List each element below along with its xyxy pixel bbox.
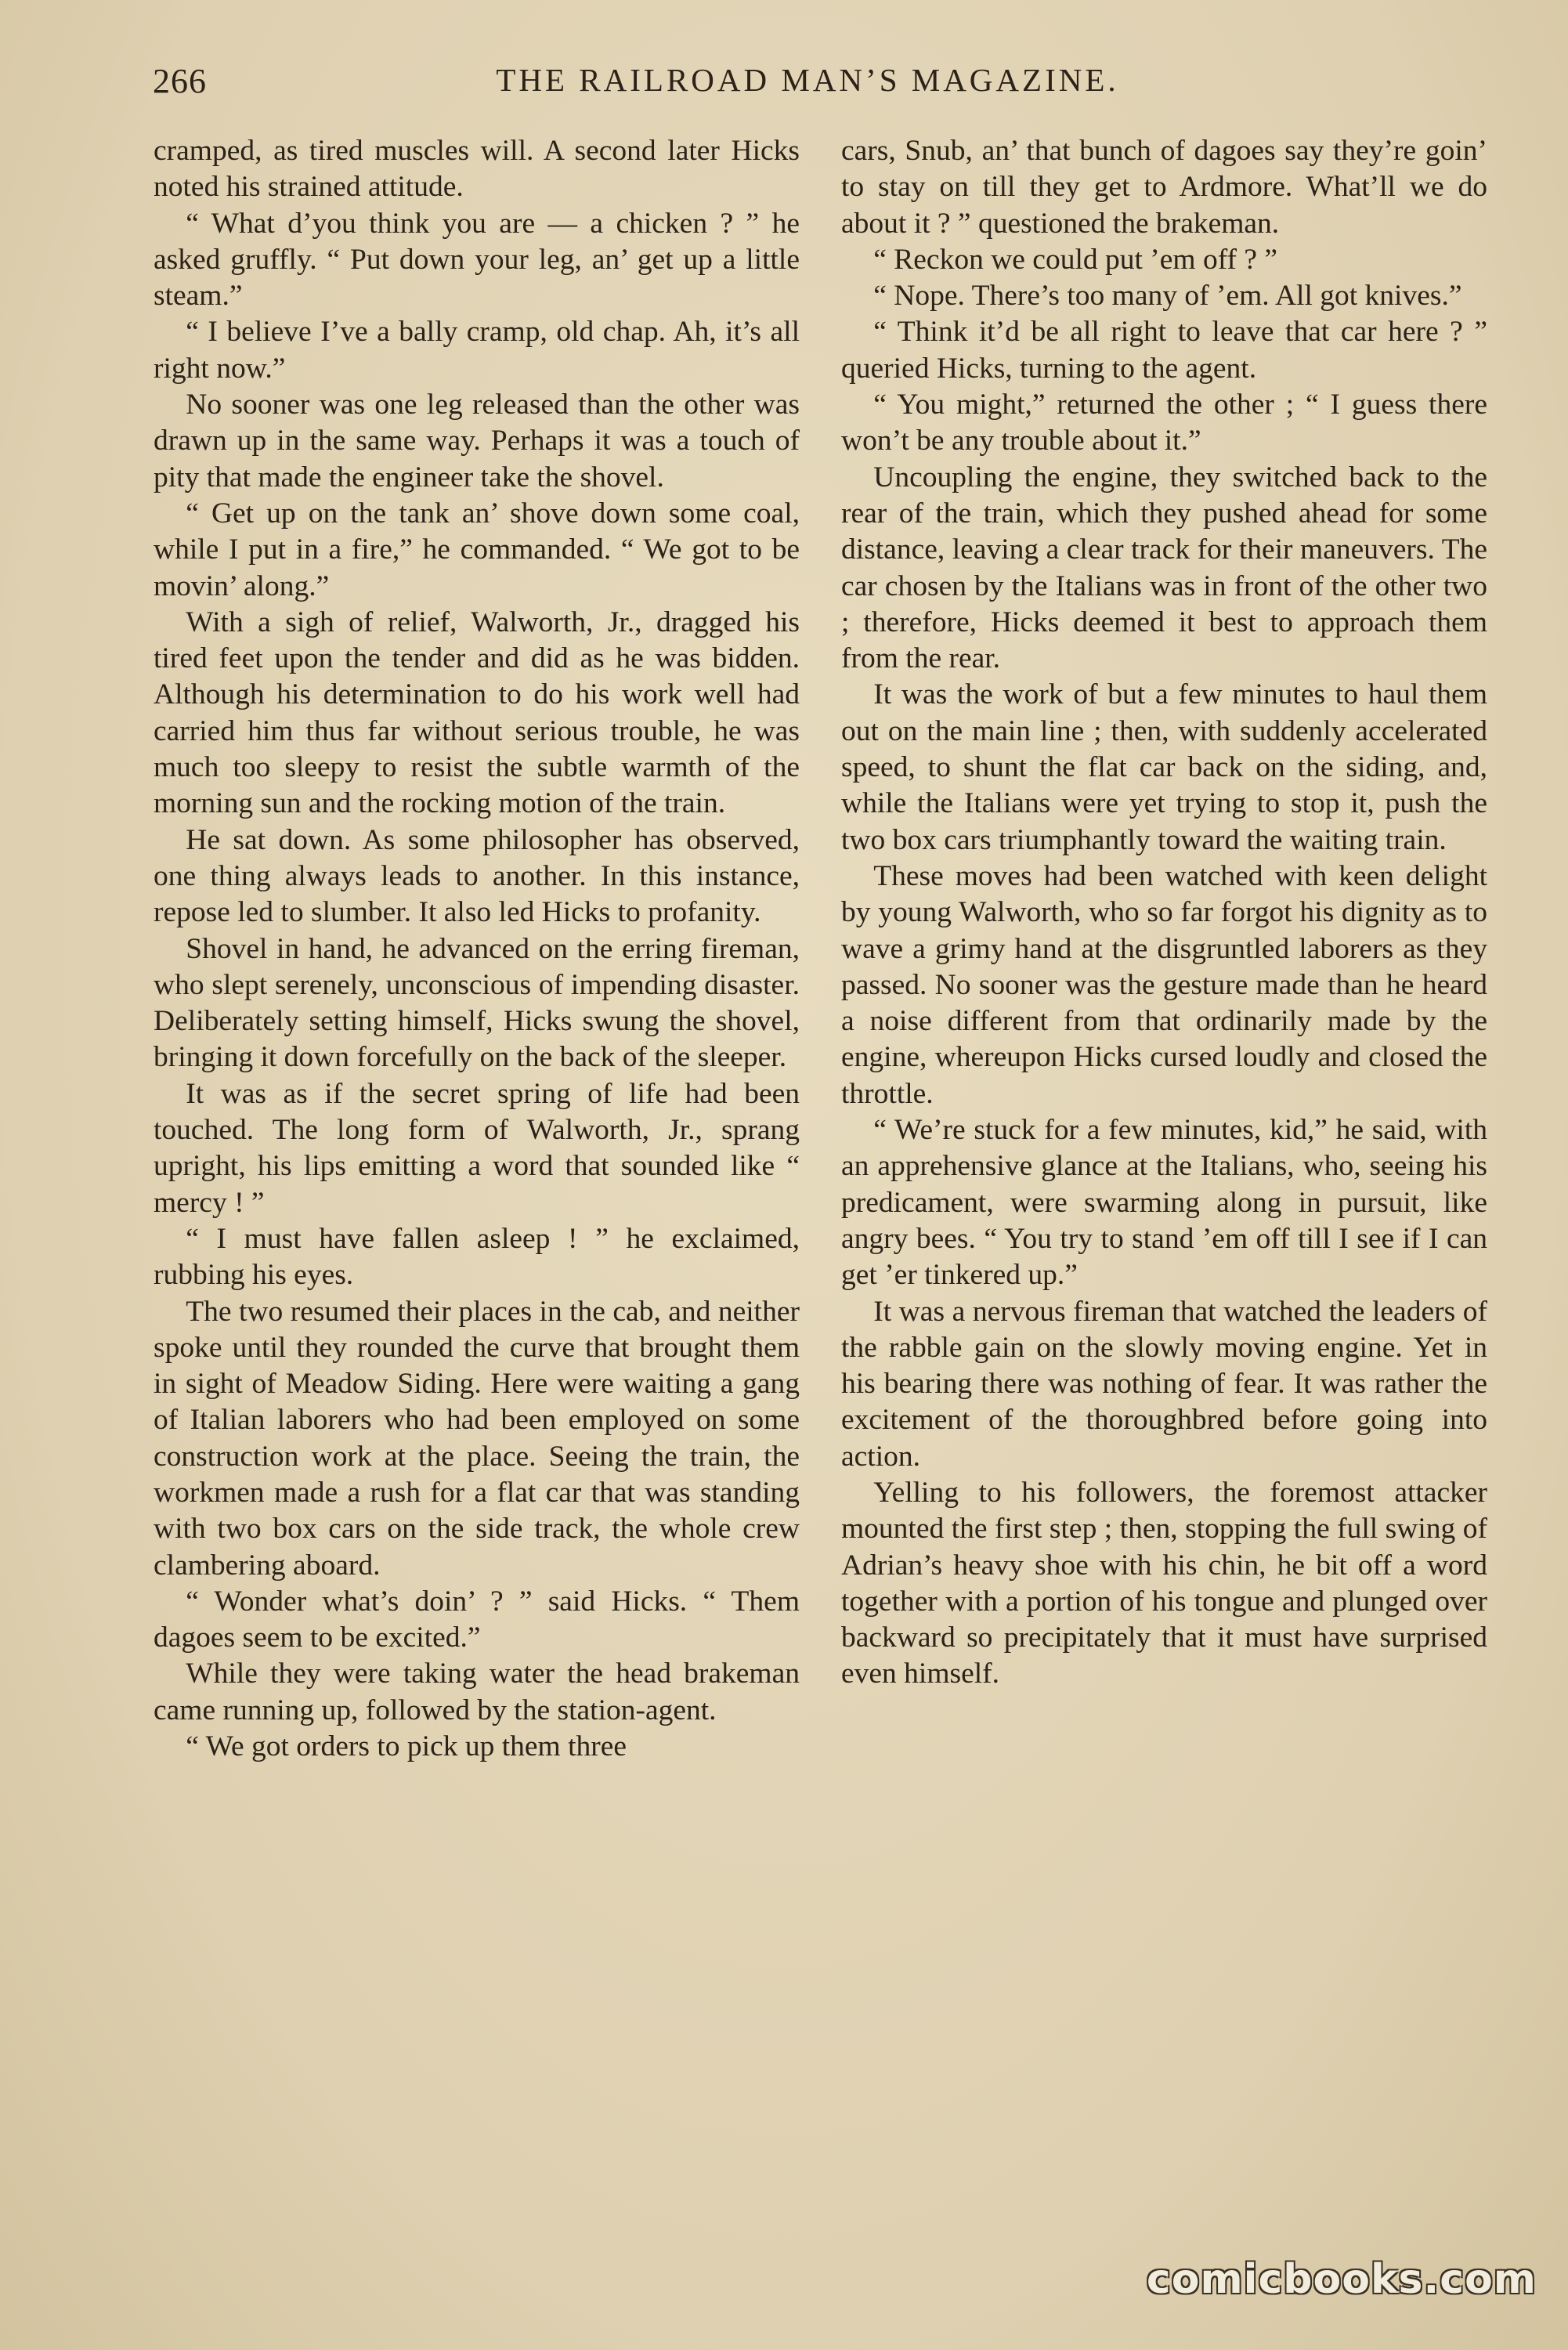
page-header bbox=[153, 61, 1415, 108]
paragraph: “ We got orders to pick up them three bbox=[186, 1730, 627, 1763]
paragraph: Yelling to his followers, the foremost attacker mounted the first step ; then, stopping the full swing of Adrian’s heavy shoe with his chin, he bit off a word together with a portion of his tongue and plunged over backward so precipitately that it must have surprised even himself. bbox=[841, 1476, 1487, 1690]
paragraph: Shovel in hand, he advanced on the erring fireman, who slept serenely, unconscious of impending disaster. Deliberately setting himself, Hicks swung the shovel, bringing it down forcefully on the back of the sleeper. bbox=[154, 932, 800, 1074]
running-title: THE RAILROAD MAN’S MAGAZINE. bbox=[496, 62, 1119, 98]
right-column bbox=[841, 133, 1487, 1693]
paragraph: “ You might,” returned the other ; “ I guess there won’t be any trouble about it.” bbox=[841, 389, 1487, 457]
page-number: 266 bbox=[153, 62, 207, 100]
paragraph: With a sigh of relief, Walworth, Jr., dragged his tired feet upon the tender and did as he was bidden. Although his determination to do his work well had carried him thus far without serious trouble, he was much too sleepy to resist the subtle warmth of the morning sun and the rocking motion of the train. bbox=[154, 606, 800, 820]
paragraph: It was the work of but a few minutes to haul them out on the main line ; then, with suddenly accelerated speed, to shunt the flat car back on the siding, and, while the Italians were yet trying to stop it, push the two box cars triumphantly toward the waiting train. bbox=[841, 678, 1487, 856]
paragraph: No sooner was one leg released than the other was drawn up in the same way. Perhaps it was a touch of pity that made the engineer take the shovel. bbox=[154, 389, 800, 494]
paragraph: cramped, as tired muscles will. A second later Hicks noted his strained attitude. bbox=[154, 135, 800, 204]
paragraph: “ Reckon we could put ’em off ? ” bbox=[873, 243, 1278, 276]
paragraph: He sat down. As some philosopher has observed, one thing always leads to another. In this instance, repose led to slumber. It also led Hicks to profanity. bbox=[154, 823, 800, 929]
paragraph: Uncoupling the engine, they switched back to the rear of the train, which they pushed ahead for some distance, leaving a clear track for their maneuvers. The car chosen by the Italians was in front of the other two ; therefore, Hicks deemed it best to approach them from the rear. bbox=[841, 461, 1487, 675]
watermark: comicbooks.com bbox=[1146, 2256, 1537, 2303]
paragraph: “ Think it’d be all right to leave that car here ? ” queried Hicks, turning to the agent. bbox=[841, 316, 1487, 385]
paragraph: “ Wonder what’s doin’ ? ” said Hicks. “ Them dagoes seem to be excited.” bbox=[154, 1585, 800, 1654]
paragraph: “ What d’you think you are — a chicken ? ” he asked gruffly. “ Put down your leg, an’ get up a little steam.” bbox=[154, 207, 800, 313]
paragraph: It was a nervous fireman that watched the leaders of the rabble gain on the slowly moving engine. Yet in his bearing there was nothing of fear. It was rather the excitement of the thoroughbred before going into action. bbox=[841, 1295, 1487, 1473]
paragraph: These moves had been watched with keen delight by young Walworth, who so far forgot his dignity as to wave a grimy hand at the disgruntled laborers as they passed. No sooner was the gesture made than he heard a noise different from that ordinarily made by the engine, whereupon Hicks cursed loudly and closed the throttle. bbox=[841, 859, 1487, 1110]
paragraph: cars, Snub, an’ that bunch of dagoes say they’re goin’ to stay on till they get to Ardmore. What’ll we do about it ? ” questioned the brakeman. bbox=[841, 135, 1487, 240]
paragraph: “ We’re stuck for a few minutes, kid,” he said, with an apprehensive glance at the Italians, who, seeing his predicament, were swarming along in pursuit, like angry bees. “ You try to stand ’em off till I see if I can get ’er tinkered up.” bbox=[841, 1114, 1487, 1292]
paragraph: It was as if the secret spring of life had been touched. The long form of Walworth, Jr., sprang upright, his lips emitting a word that sounded like “ mercy ! ” bbox=[154, 1077, 800, 1219]
paragraph: While they were taking water the head brakeman came running up, followed by the station-agent. bbox=[154, 1658, 800, 1726]
left-column bbox=[154, 133, 800, 1765]
paragraph: “ Get up on the tank an’ shove down some coal, while I put in a fire,” he commanded. “ We got to be movin’ along.” bbox=[154, 497, 800, 602]
paragraph: “ I must have fallen asleep ! ” he exclaimed, rubbing his eyes. bbox=[154, 1222, 800, 1292]
paragraph: “ Nope. There’s too many of ’em. All got knives.” bbox=[873, 280, 1462, 313]
paragraph: “ I believe I’ve a bally cramp, old chap. Ah, it’s all right now.” bbox=[154, 316, 800, 385]
paragraph: The two resumed their places in the cab, and neither spoke until they rounded the curve that brought them in sight of Meadow Siding. Here were waiting a gang of Italian laborers who had been employed on some construction work at the place. Seeing the train, the workmen made a rush for a flat car that was standing with two box cars on the side track, the whole crew clambering aboard. bbox=[154, 1295, 800, 1582]
